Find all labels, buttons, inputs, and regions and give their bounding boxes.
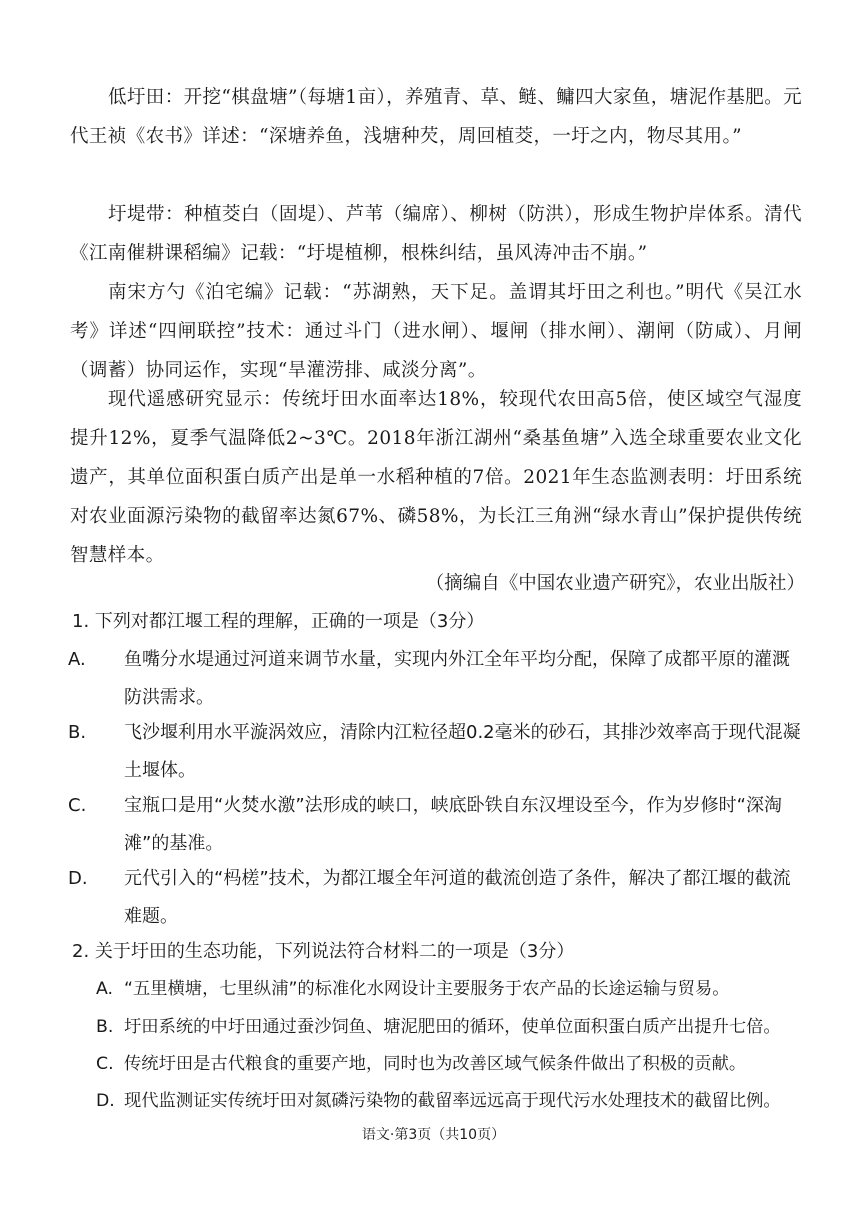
material-paragraph-low-polder: 低圩田：开挖“棋盘塘”（每塘1亩），养殖青、草、鲢、鳙四大家鱼，塘泥作基肥。元代王祯《农书》详述：“深塘养鱼，浅塘种芡，周回植茭，一圩之内，物尽其用。” [70, 87, 802, 147]
material-paragraph-four-gates: 南宋方勺《泊宅编》记载：“苏湖熟，天下足。盖谓其圩田之利也。”明代《吴江水考》详述“四闸联控”技术：通过斗门（进水闸）、堰闸（排水闸）、潮闸（防咸）、月闸（调蓄）协同运作，实现“旱灌涝排、咸淡分离”。 [70, 282, 802, 381]
material-source: （摘编自《中国农业遗产研究》，农业出版社） [425, 573, 805, 594]
option-text: 宝瓶口是用“火焚水激”法形成的峡口，峡底卧铁自东汉埋设至今，作为岁修时“深淘滩”的基准。 [124, 795, 782, 854]
option-letter: A. [68, 649, 86, 670]
question-1-option-b[interactable] [68, 714, 806, 790]
option-text: 鱼嘴分水堤通过河道来调节水量，实现内外江全年平均分配，保障了成都平原的灌溉防洪需求。 [124, 649, 790, 708]
question-2-option-d[interactable] [96, 1082, 808, 1120]
question-1-option-d[interactable] [68, 860, 806, 936]
option-text: 飞沙堰利用水平漩涡效应，清除内江粒径超0.2毫米的砂石，其排沙效率高于现代混凝土堰体。 [124, 722, 801, 781]
option-letter: D. [68, 868, 88, 889]
material-paragraph-polder-dike: 圩堤带：种植茭白（固堤）、芦苇（编席）、柳树（防洪），形成生物护岸体系。清代《江南催耕课稻编》记载：“圩堤植柳，根株纠结，虽风涛冲击不崩。” [70, 204, 802, 264]
question-2-option-a[interactable] [96, 970, 808, 1008]
question-2-option-c[interactable] [96, 1045, 808, 1083]
question-2-option-b[interactable] [96, 1008, 808, 1046]
option-text: 圩田系统的中圩田通过蚕沙饲鱼、塘泥肥田的循环，使单位面积蛋白质产出提升七倍。 [124, 1017, 781, 1037]
question-1-option-c[interactable] [68, 787, 806, 863]
option-letter: C. [68, 795, 87, 816]
option-text: 传统圩田是古代粮食的重要产地，同时也为改善区域气候条件做出了积极的贡献。 [124, 1054, 747, 1074]
option-letter: C. [96, 1054, 114, 1074]
option-text: 元代引入的“杩槎”技术，为都江堰全年河道的截流创造了条件，解决了都江堰的截流难题。 [124, 868, 791, 927]
question-2-stem: 2. 关于圩田的生态功能，下列说法符合材料二的一项是（3分） [72, 941, 575, 962]
option-letter: B. [96, 1017, 114, 1037]
question-1-stem: 1. 下列对都江堰工程的理解，正确的一项是（3分） [72, 611, 485, 632]
option-letter: B. [68, 722, 87, 743]
option-text: “五里横塘，七里纵浦”的标准化水网设计主要服务于农产品的长途运输与贸易。 [124, 979, 730, 999]
page-footer: 语文·第3页（共10页） [361, 1127, 506, 1143]
option-text: 现代监测证实传统圩田对氮磷污染物的截留率远远高于现代污水处理技术的截留比例。 [124, 1091, 781, 1111]
option-letter: D. [96, 1091, 115, 1111]
material-paragraph-modern-research: 现代遥感研究显示：传统圩田水面率达18%，较现代农田高5倍，使区域空气湿度提升12%，夏季气温降低2~3℃。2018年浙江湖州“桑基鱼塘”入选全球重要农业文化遗产，其单位面积蛋白质产出是单一水稻种植的7倍。2021年生态监测表明：圩田系统对农业面源污染物的截留率达氮67%、磷58%，为长江三角洲“绿水青山”保护提供传统智慧样本。 [70, 389, 802, 566]
question-1-option-a[interactable] [68, 641, 806, 717]
option-letter: A. [96, 979, 114, 999]
